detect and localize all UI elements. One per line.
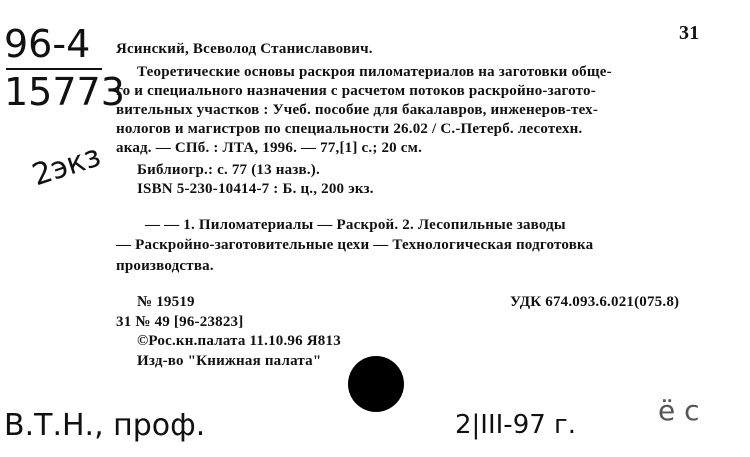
isbn-line: ISBN 5-230-10414-7 : Б. ц., 200 экз. bbox=[137, 181, 374, 197]
author-heading: Ясинский, Всеволод Станиславович. bbox=[116, 41, 373, 57]
ink-blot bbox=[348, 356, 404, 412]
title-line-2: го и специального назначения с расчетом потоков раскройно-загото- bbox=[116, 83, 596, 99]
shelf-mark-bottom: 15773 bbox=[4, 70, 125, 114]
corner-mark: ё с bbox=[658, 394, 700, 427]
udk-classification: УДК 674.093.6.021(075.8) bbox=[510, 294, 680, 310]
title-line-4: нологов и магистров по специальности 26.02 / С.-Петерб. лесотехн. bbox=[116, 121, 583, 137]
subjects-line-3: производства. bbox=[116, 258, 214, 274]
reader-note: В.Т.Н., проф. bbox=[4, 408, 206, 443]
copyright-line: ©Рос.кн.палата 11.10.96 Я813 bbox=[137, 333, 341, 349]
title-line-3: вительных участков : Учеб. пособие для бакалавров, инженеров-тех- bbox=[116, 102, 599, 118]
title-line-5: акад. — СПб. : ЛТА, 1996. — 77,[1] с.; 20 см. bbox=[116, 140, 423, 156]
record-number: № 19519 bbox=[137, 294, 195, 310]
page-number: 31 bbox=[679, 22, 700, 44]
date-note: 2|III-97 г. bbox=[455, 410, 576, 440]
shelf-mark-top: 96-4 bbox=[4, 22, 91, 66]
subjects-line-1: — — 1. Пиломатериалы — Раскрой. 2. Лесопильные заводы bbox=[145, 217, 566, 233]
subjects-line-2: — Раскройно-заготовительные цехи — Технологическая подготовка bbox=[116, 237, 594, 253]
publisher-line: Изд-во "Книжная палата" bbox=[137, 353, 322, 369]
title-line-1: Теоретические основы раскроя пиломатериалов на заготовки обще- bbox=[137, 64, 612, 80]
copies-note: 2экз bbox=[28, 138, 106, 194]
bibliography-note: Библиогр.: с. 77 (13 назв.). bbox=[137, 162, 320, 178]
issue-line: 31 № 49 [96-23823] bbox=[116, 314, 244, 330]
